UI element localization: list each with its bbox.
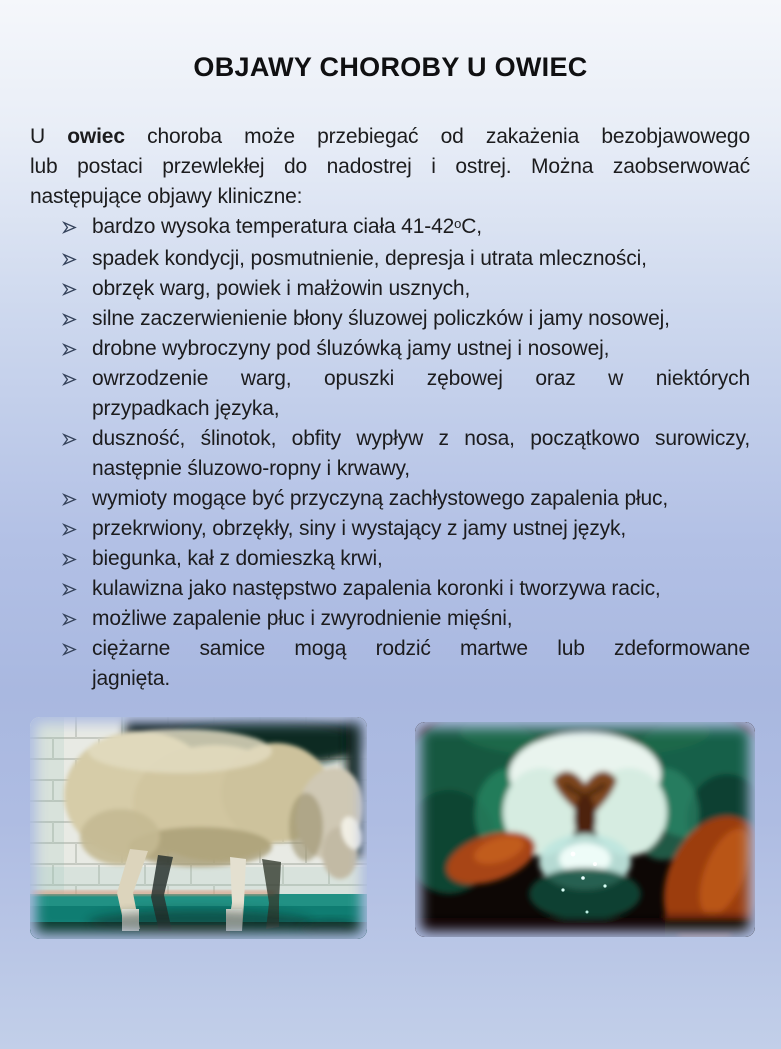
symptom-text: silne zaczerwienienie błony śluzowej policzków i jamy nosowej,	[92, 307, 670, 330]
list-item	[62, 544, 750, 574]
arrowhead-bullet-icon	[62, 424, 92, 454]
symptom-text: kulawizna jako następstwo zapalenia koronki i tworzywa racic,	[92, 577, 661, 600]
list-item	[62, 274, 750, 304]
intro-paragraph	[30, 122, 750, 212]
symptom-text: duszność, ślinotok, obfity wypływ z nosa, początkowo surowiczy,	[92, 427, 750, 450]
photo-sick-sheep-standing	[30, 717, 367, 939]
symptom-text: owrzodzenie warg, opuszki zębowej oraz w niektórych	[92, 367, 750, 390]
intro-text: U	[30, 125, 68, 148]
arrowhead-bullet-icon	[62, 574, 92, 604]
symptom-text: możliwe zapalenie płuc i zwyrodnienie mięśni,	[92, 607, 513, 630]
intro-line-3: następujące objawy kliniczne:	[30, 185, 303, 208]
arrowhead-bullet-icon	[62, 484, 92, 514]
degree-superscript: o	[454, 216, 462, 232]
symptom-text: wymioty mogące być przyczyną zachłystowego zapalenia płuc,	[92, 487, 669, 510]
symptom-text: przypadkach języka,	[92, 397, 280, 420]
list-item	[62, 244, 750, 274]
photo-row	[30, 717, 781, 939]
list-item	[62, 634, 750, 694]
list-item	[62, 574, 750, 604]
list-item	[62, 304, 750, 334]
arrowhead-bullet-icon	[62, 304, 92, 334]
symptom-text: przekrwiony, obrzękły, siny i wystający z jamy ustnej język,	[92, 517, 627, 540]
list-item	[62, 364, 750, 424]
list-item	[62, 484, 750, 514]
symptom-text: spadek kondycji, posmutnienie, depresja i utrata mleczności,	[92, 247, 647, 270]
intro-line-2: lub postaci przewlekłej do nadostrej i ostrej. Można zaobserwować	[30, 155, 750, 178]
symptom-text: jagnięta.	[92, 667, 171, 690]
arrowhead-bullet-icon	[62, 334, 92, 364]
arrowhead-bullet-icon	[62, 212, 92, 242]
sheep-standing-illustration	[30, 717, 367, 939]
arrowhead-bullet-icon	[62, 244, 92, 274]
list-item	[62, 604, 750, 634]
symptom-text: biegunka, kał z domieszką krwi,	[92, 547, 383, 570]
list-item	[62, 212, 750, 244]
arrowhead-bullet-icon	[62, 634, 92, 664]
intro-bold-word: owiec	[67, 125, 125, 148]
sheep-muzzle-illustration	[415, 722, 755, 937]
symptom-text: ciężarne samice mogą rodzić martwe lub zdeformowane	[92, 637, 750, 660]
page-title: OBJAWY CHOROBY U OWIEC	[193, 52, 588, 82]
arrowhead-bullet-icon	[62, 544, 92, 574]
photo-sheep-muzzle-frothing	[415, 722, 755, 937]
intro-text: choroba może przebiegać od zakażenia bezobjawowego	[124, 125, 750, 148]
symptom-text: bardzo wysoka temperatura ciała 41-42$^o$C,	[92, 215, 482, 238]
symptom-text: obrzęk warg, powiek i małżowin usznych,	[92, 277, 471, 300]
list-item	[62, 424, 750, 484]
arrowhead-bullet-icon	[62, 604, 92, 634]
intro-line-1	[30, 122, 750, 152]
arrowhead-bullet-icon	[62, 514, 92, 544]
list-item	[62, 514, 750, 544]
arrowhead-bullet-icon	[62, 274, 92, 304]
symptom-text: następnie śluzowo-ropny i krwawy,	[92, 457, 410, 480]
list-item	[62, 334, 750, 364]
arrowhead-bullet-icon	[62, 364, 92, 394]
symptom-text: drobne wybroczyny pod śluzówką jamy ustnej i nosowej,	[92, 337, 610, 360]
symptom-list	[62, 212, 750, 694]
